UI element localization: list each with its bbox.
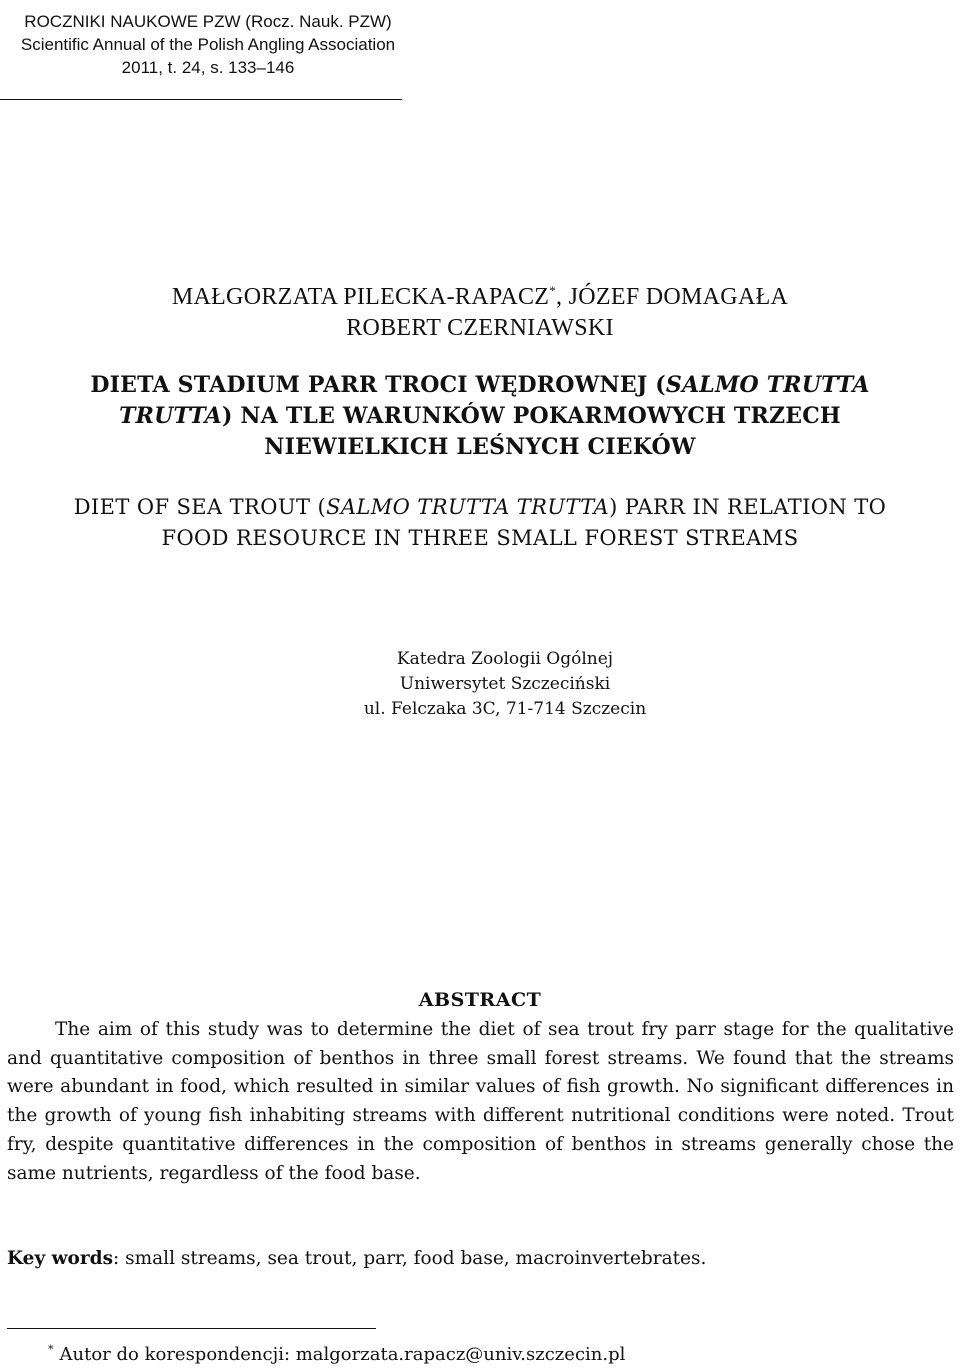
title-pl-line1: DIETA STADIUM PARR TROCI WĘDROWNEJ ( bbox=[90, 372, 666, 398]
title-en-line1: DIET OF SEA TROUT ( bbox=[73, 495, 327, 519]
authors-block bbox=[0, 282, 960, 344]
author-3: ROBERT CZERNIAWSKI bbox=[346, 315, 614, 341]
title-en-line2: FOOD RESOURCE IN THREE SMALL FOREST STREAMS bbox=[161, 526, 799, 550]
author-1: MAŁGORZATA PILECKA-RAPACZ bbox=[171, 284, 550, 310]
title-pl-line3: NIEWIELKICH LEŚNYCH CIEKÓW bbox=[264, 434, 696, 460]
title-polish bbox=[0, 370, 960, 463]
title-pl-subspecies: TRUTTA bbox=[119, 403, 222, 429]
abstract-text: The aim of this study was to determine the diet of sea trout fry parr stage for the qualitative and quantitative composition of benthos in three small forest streams. We found that the streams were abundant in food, which resulted in similar values of fish growth. No significant differences in the growth of young fish inhabiting streams with different nutritional conditions were noted. Trout fry, despite quantitative differences in the composition of benthos in streams generally chose the same nutrients, regardless of the food base. bbox=[7, 1019, 954, 1184]
keywords-list: : small streams, sea trout, parr, food base, macroinvertebrates. bbox=[113, 1248, 707, 1269]
corresponding-marker: * bbox=[549, 283, 557, 298]
author-2: , JÓZEF DOMAGAŁA bbox=[556, 284, 789, 310]
title-english bbox=[0, 492, 960, 554]
affiliation bbox=[0, 647, 960, 722]
footnote-divider bbox=[7, 1328, 376, 1329]
title-pl-line2: ) NA TLE WARUNKÓW POKARMOWYCH TRZECH bbox=[221, 403, 841, 429]
address: ul. Felczaka 3C, 71-714 Szczecin bbox=[363, 699, 647, 719]
title-pl-species: SALMO TRUTTA bbox=[665, 372, 870, 398]
title-en-line1-rest: ) PARR IN RELATION TO bbox=[609, 495, 887, 519]
footnote-marker: * bbox=[48, 1343, 54, 1356]
journal-title-line: ROCZNIKI NAUKOWE PZW (Rocz. Nauk. PZW) bbox=[24, 12, 392, 31]
journal-subtitle-line: Scientific Annual of the Polish Angling Association bbox=[20, 35, 396, 54]
title-en-species: SALMO TRUTTA TRUTTA bbox=[326, 495, 610, 519]
journal-header bbox=[8, 10, 408, 79]
keywords-label: Key words bbox=[7, 1248, 113, 1269]
department: Katedra Zoologii Ogólnej bbox=[396, 649, 614, 669]
footnote bbox=[48, 1342, 948, 1368]
header-divider bbox=[0, 99, 402, 100]
footnote-text: Autor do korespondencji: malgorzata.rapacz@univ.szczecin.pl bbox=[59, 1344, 626, 1365]
abstract-heading: ABSTRACT bbox=[418, 989, 542, 1011]
keywords bbox=[7, 1245, 954, 1273]
journal-volume-line: 2011, t. 24, s. 133–146 bbox=[121, 58, 295, 77]
university: Uniwersytet Szczeciński bbox=[399, 674, 611, 694]
